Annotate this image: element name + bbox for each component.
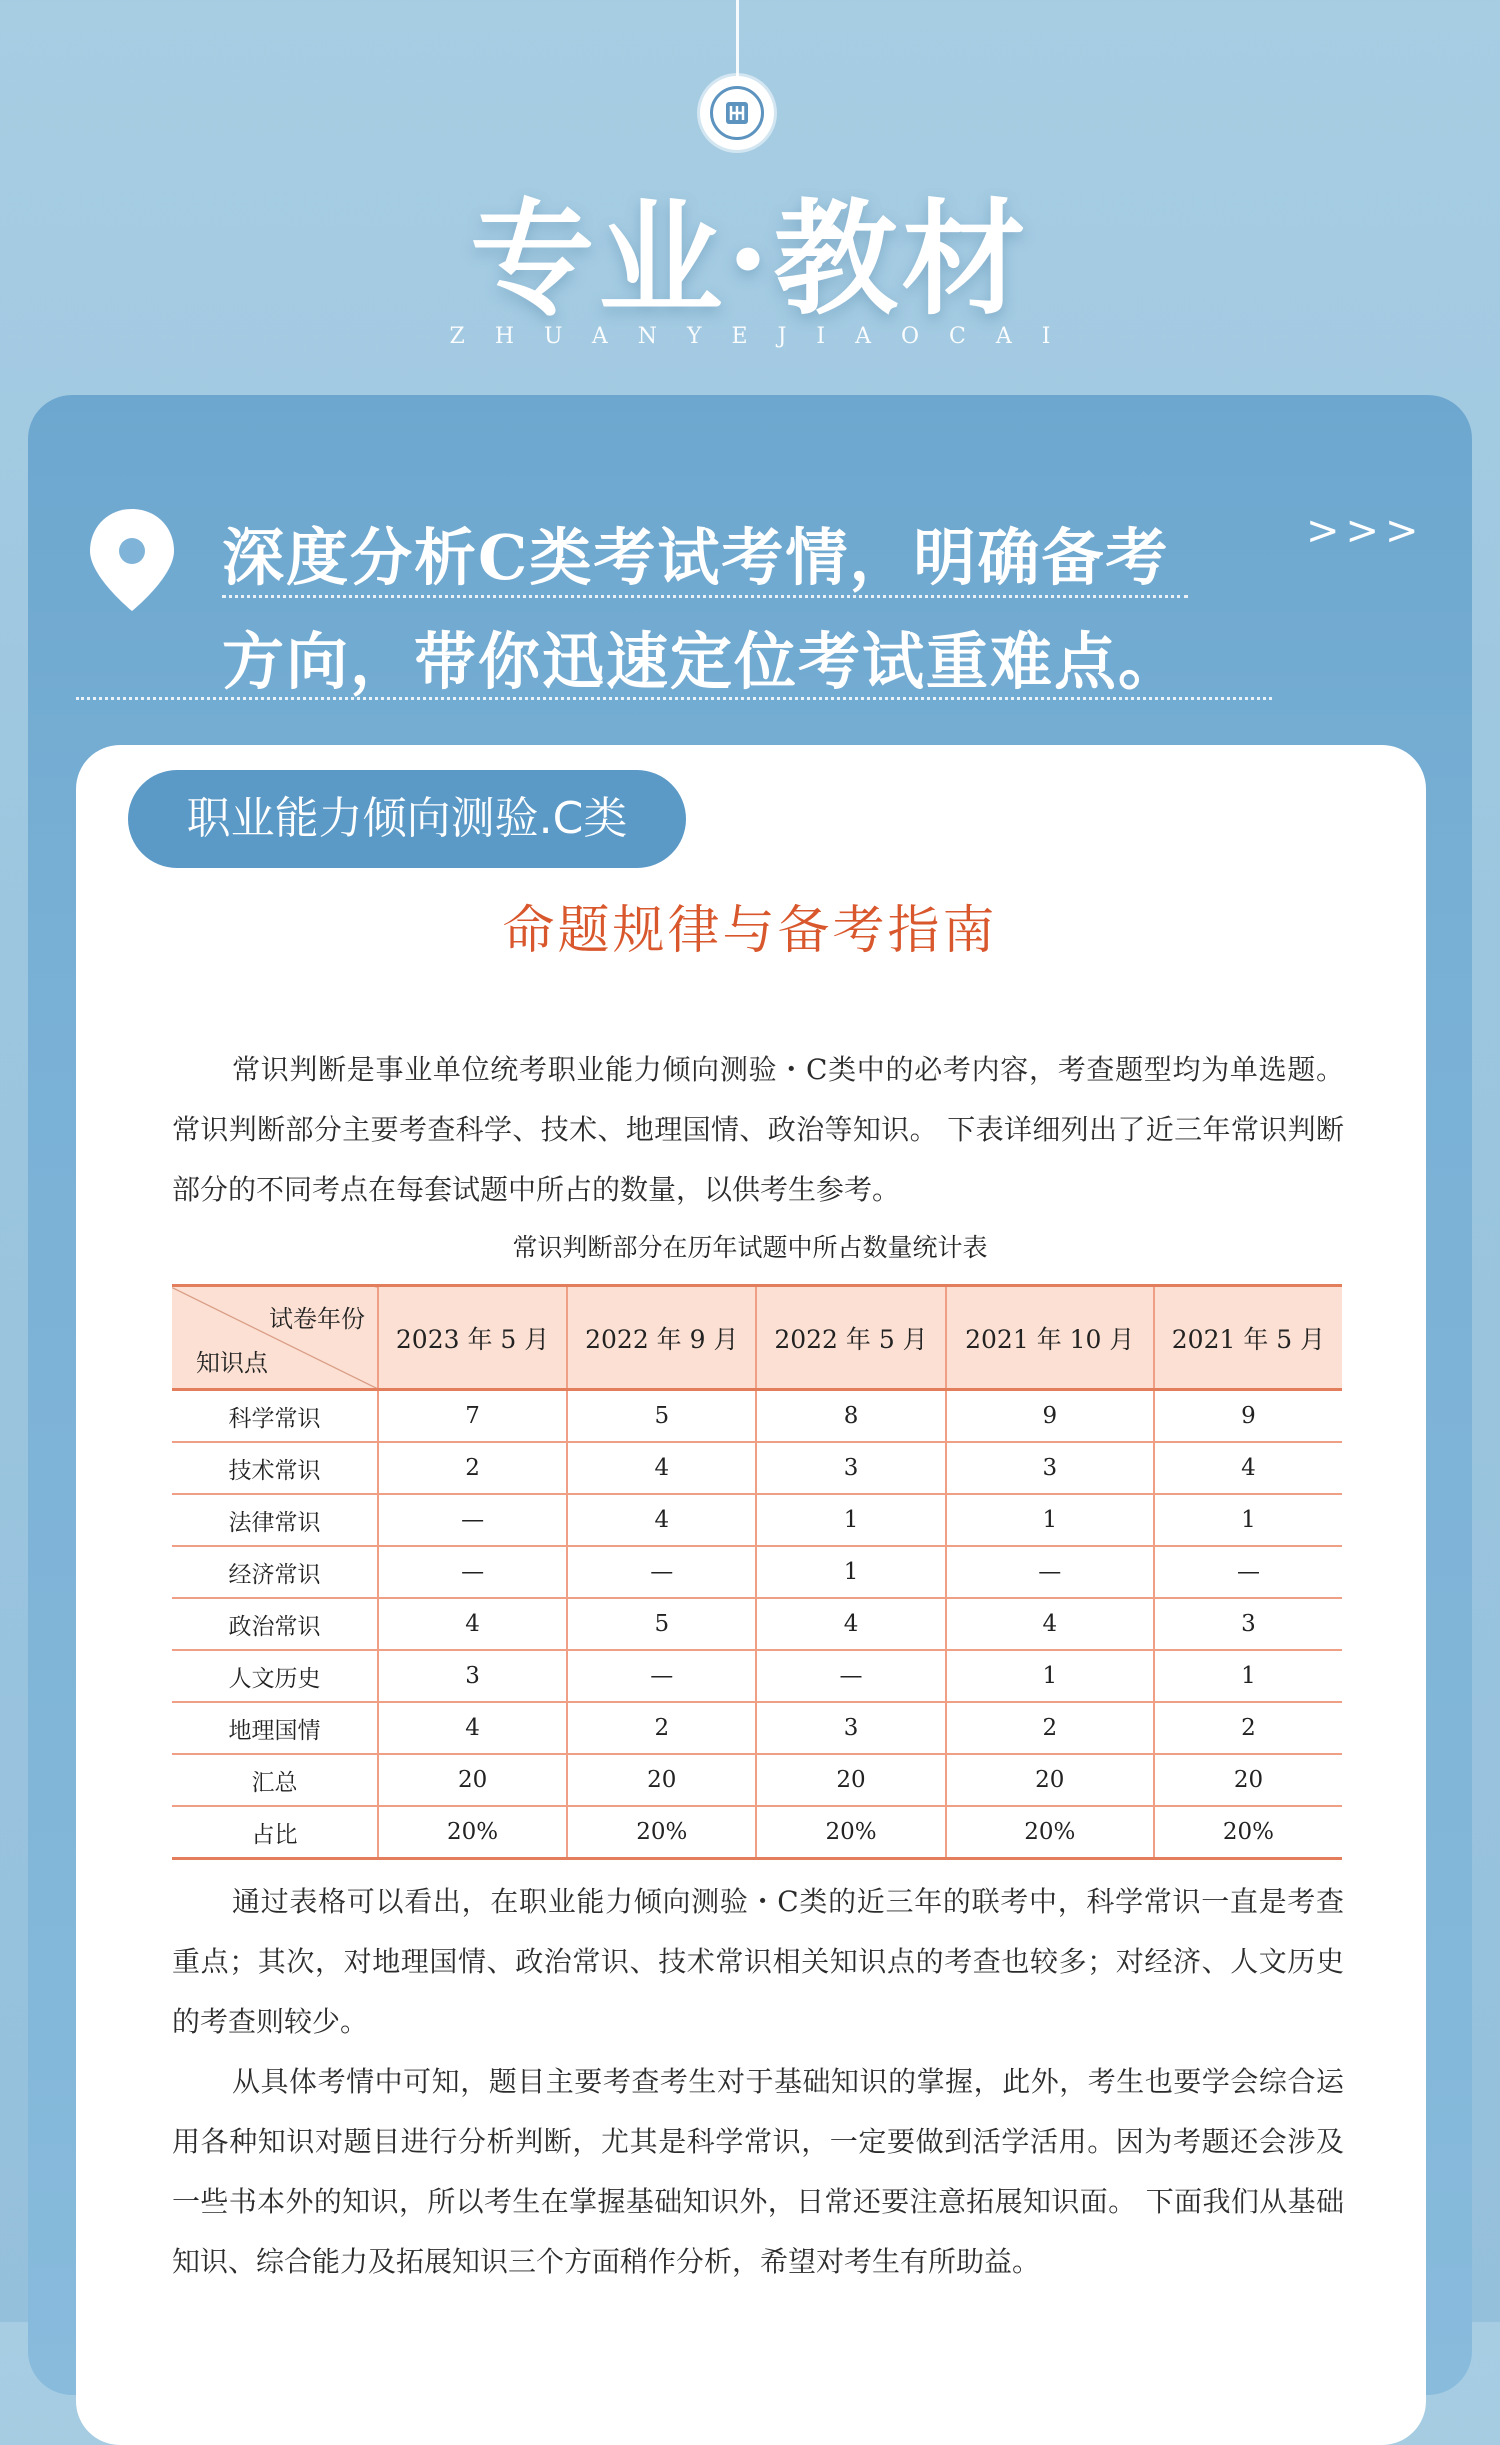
row-label: 政治常识	[172, 1598, 378, 1650]
location-pin-icon	[84, 505, 180, 615]
table-cell: —	[378, 1546, 567, 1598]
hero-subtitle: ZHUANYEJIAOCAI	[449, 324, 1081, 349]
table-cell: 1	[756, 1546, 945, 1598]
banner-line-1: 深度分析C类考试考情，明确备考	[222, 521, 1170, 594]
table-cell: 3	[378, 1650, 567, 1702]
table-cell: —	[567, 1650, 756, 1702]
table-cell: 20	[946, 1754, 1154, 1806]
logo	[700, 76, 774, 150]
table-cell: —	[756, 1650, 945, 1702]
table-cell: 20	[567, 1754, 756, 1806]
intro-paragraph: 常识判断是事业单位统考职业能力倾向测验・C类中的必考内容，考查题型均为单选题。 常识判断部分主要考查科学、技术、地理国情、政治等知识。 下表详细列出了近三年常识判断部分的不同考点在每套试题中所占的数量，以供考生参考。	[172, 1053, 1344, 1206]
table-cell: 4	[756, 1598, 945, 1650]
table-cell: —	[378, 1494, 567, 1546]
table-cell: 4	[378, 1598, 567, 1650]
row-label: 汇总	[172, 1754, 378, 1806]
table-corner-header	[172, 1286, 378, 1390]
table-cell: —	[946, 1546, 1154, 1598]
table-row	[172, 1546, 1342, 1598]
logo-emblem-icon	[710, 86, 764, 140]
table-cell: 8	[756, 1390, 945, 1443]
hero-title: 专业·教材	[470, 187, 1030, 332]
row-label: 技术常识	[172, 1442, 378, 1494]
table-cell: 20	[756, 1754, 945, 1806]
column-header: 2022 年 5 月	[756, 1286, 945, 1390]
table-cell: 20	[378, 1754, 567, 1806]
table-cell: 4	[946, 1598, 1154, 1650]
table-cell: 20%	[567, 1806, 756, 1859]
table-cell: 9	[1154, 1390, 1342, 1443]
table-cell: 3	[1154, 1598, 1342, 1650]
table-cell: 4	[378, 1702, 567, 1754]
table-cell: 2	[567, 1702, 756, 1754]
corner-top-label: 试卷年份	[269, 1305, 365, 1333]
table-cell: 1	[756, 1494, 945, 1546]
table-cell: 2	[946, 1702, 1154, 1754]
table-row	[172, 1598, 1342, 1650]
table-cell: 20%	[946, 1806, 1154, 1859]
column-header: 2021 年 5 月	[1154, 1286, 1342, 1390]
table-cell: 3	[756, 1702, 945, 1754]
table-row	[172, 1390, 1342, 1443]
table-row	[172, 1702, 1342, 1754]
table-cell: 2	[1154, 1702, 1342, 1754]
table-cell: 20%	[756, 1806, 945, 1859]
table-row	[172, 1442, 1342, 1494]
table-cell: —	[1154, 1546, 1342, 1598]
section-title: 命题规律与备考指南	[502, 901, 998, 961]
table-cell: 1	[946, 1650, 1154, 1702]
table-cell: 20%	[378, 1806, 567, 1859]
top-hanging-line	[736, 0, 739, 86]
table-caption: 常识判断部分在历年试题中所占数量统计表	[512, 1233, 988, 1262]
row-label: 地理国情	[172, 1702, 378, 1754]
table-cell: 5	[567, 1390, 756, 1443]
banner-line-2: 方向，带你迅速定位考试重难点。	[222, 625, 1183, 698]
table-cell: 3	[756, 1442, 945, 1494]
table-cell: 1	[1154, 1494, 1342, 1546]
analysis-paragraph: 通过表格可以看出，在职业能力倾向测验・C类的近三年的联考中，科学常识一直是考查重点；其次，对地理国情、政治常识、技术常识相关知识点的考查也较多；对经济、人文历史的考查则较少。	[172, 1885, 1344, 2038]
row-label: 科学常识	[172, 1390, 378, 1443]
arrows-icon: >>>	[1306, 508, 1425, 554]
table-cell: 4	[567, 1494, 756, 1546]
table-cell: 5	[567, 1598, 756, 1650]
table-cell: 20%	[1222, 1819, 1275, 1845]
category-tag: 职业能力倾向测验.C类	[128, 770, 686, 868]
table-row	[172, 1650, 1342, 1702]
corner-bottom-label: 知识点	[196, 1349, 268, 1377]
table-cell: 1	[1154, 1650, 1342, 1702]
row-label: 人文历史	[172, 1650, 378, 1702]
dotted-divider-2	[76, 697, 1272, 700]
table-cell: 7	[378, 1390, 567, 1443]
row-label: 法律常识	[172, 1494, 378, 1546]
table-row	[172, 1806, 1342, 1859]
advice-paragraph: 从具体考情中可知，题目主要考查考生对于基础知识的掌握，此外，考生也要学会综合运用各种知识对题目进行分析判断，尤其是科学常识，一定要做到活学活用。因为考题还会涉及一些书本外的知识，所以考生在掌握基础知识外，日常还要注意拓展知识面。 下面我们从基础知识、综合能力及拓展知识三个方面稍作分析，希望对考生有所助益。	[172, 2065, 1344, 2278]
table-cell: 9	[946, 1390, 1154, 1443]
table-cell: 4	[567, 1442, 756, 1494]
table-row	[172, 1754, 1342, 1806]
row-label: 经济常识	[172, 1546, 378, 1598]
table-cell: 1	[946, 1494, 1154, 1546]
column-header: 2022 年 9 月	[567, 1286, 756, 1390]
column-header: 2023 年 5 月	[378, 1286, 567, 1390]
dotted-divider-1	[222, 595, 1188, 598]
table-row	[172, 1494, 1342, 1546]
stats-table	[172, 1284, 1342, 1860]
table-cell: —	[567, 1546, 756, 1598]
table-cell: 20	[1154, 1754, 1342, 1806]
table-cell: 4	[1154, 1442, 1342, 1494]
table-cell: 3	[946, 1442, 1154, 1494]
row-label: 占比	[172, 1806, 378, 1859]
table-cell: 2	[378, 1442, 567, 1494]
column-header: 2021 年 10 月	[946, 1286, 1154, 1390]
